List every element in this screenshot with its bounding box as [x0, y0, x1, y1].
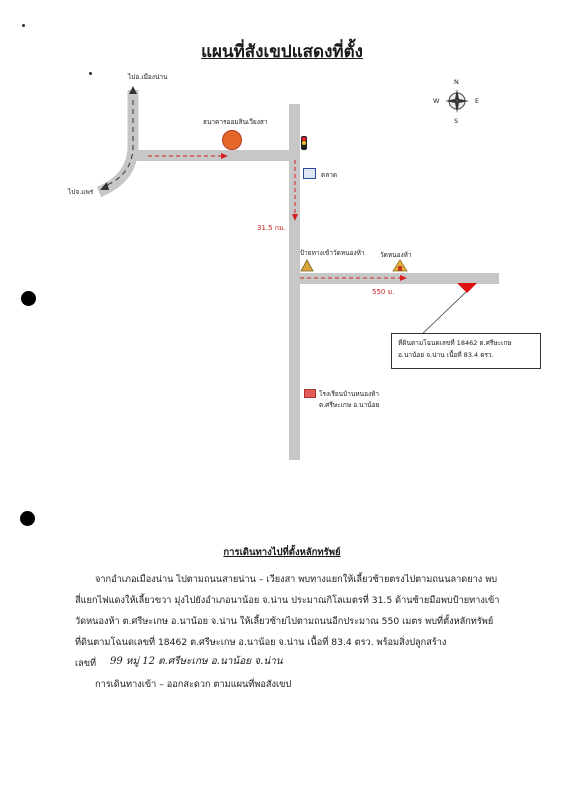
compass-n: N — [454, 78, 459, 86]
directions-title: การเดินทางไปที่ตั้งหลักทรัพย์ — [223, 547, 341, 558]
info-line-deed: ที่ดินตามโฉนดเลขที่ 18462 ต.ศรีษะเกษ — [398, 339, 512, 347]
directions-line-4: ที่ดินตามโฉนดเลขที่ 18462 ต.ศรีษะเกษ อ.นาน้อย จ.น่าน เนื้อที่ 83.4 ตรว. พร้อมสิ่งปลูกสร้าง — [75, 637, 447, 648]
temple-sign-label: ป้ายทางเข้าวัดหนองห้า — [300, 249, 365, 257]
directions-line-3: วัดหนองห้า ต.ศรีษะเกษ อ.นาน้อย จ.น่าน ให้เลี้ยวซ้ายไปตามถนนอีกประมาณ 550 เมตร พบที่ตั้งหลักทรัพย์ — [75, 616, 494, 627]
bank-logo-icon — [222, 130, 242, 150]
distance-km-label: 31.5 กม. — [257, 224, 286, 232]
compass-w: W — [433, 97, 440, 105]
compass-s: S — [454, 117, 459, 125]
compass-rose-icon — [440, 84, 474, 118]
access-note: การเดินทางเข้า – ออกสะดวก ตามแผนที่พอสังเขป — [95, 679, 292, 690]
distance-m-label: 550 ม. — [372, 288, 395, 296]
handwritten-prefix: เลขที่ — [75, 658, 97, 669]
info-line-area: อ.นาน้อย จ.น่าน เนื้อที่ 83.4 ตรว. — [398, 351, 494, 359]
traffic-light-icon — [301, 136, 307, 150]
directions-line-2: สี่แยกไฟแดงให้เลี้ยวขวา มุ่งไปยังอำเภอนาน้อย จ.น่าน ประมาณกิโลเมตรที่ 31.5 ด้านซ้ายมือพบป้ายทางเข้า — [75, 595, 500, 606]
property-info-box — [391, 333, 541, 369]
market-icon — [303, 168, 316, 179]
school-icon — [304, 389, 316, 398]
compass-e: E — [475, 97, 480, 105]
school-label-line2: ต.ศรีษะเกษ อ.นาน้อย — [319, 401, 380, 409]
market-label: ตลาด — [321, 171, 338, 179]
temple-sign-icon — [300, 259, 314, 272]
temple-label: วัดหนองห้า — [380, 251, 412, 259]
bank-label: ธนาคารออมสินเวียงสา — [203, 118, 268, 126]
handwritten-address: 99 หมู่ 12 ต.ศรีษะเกษ อ.นาน้อย จ.น่าน — [110, 656, 283, 667]
label-to-nan: ไปอ.เมืองน่าน — [128, 73, 168, 81]
school-label-line1: โรงเรียนบ้านหนองห้า — [319, 390, 380, 398]
label-to-phrae: ไปจ.แพร่ — [68, 188, 94, 196]
page-title: แผนที่สังเขปแสดงที่ตั้ง — [201, 42, 363, 62]
temple-icon — [392, 259, 408, 272]
directions-line-1: จากอำเภอเมืองน่าน ไปตามถนนสายน่าน – เวียงสา พบทางแยกให้เลี้ยวซ้ายตรงไปตามถนนลาดยาง พบ — [95, 574, 498, 585]
property-marker-icon — [457, 283, 477, 293]
